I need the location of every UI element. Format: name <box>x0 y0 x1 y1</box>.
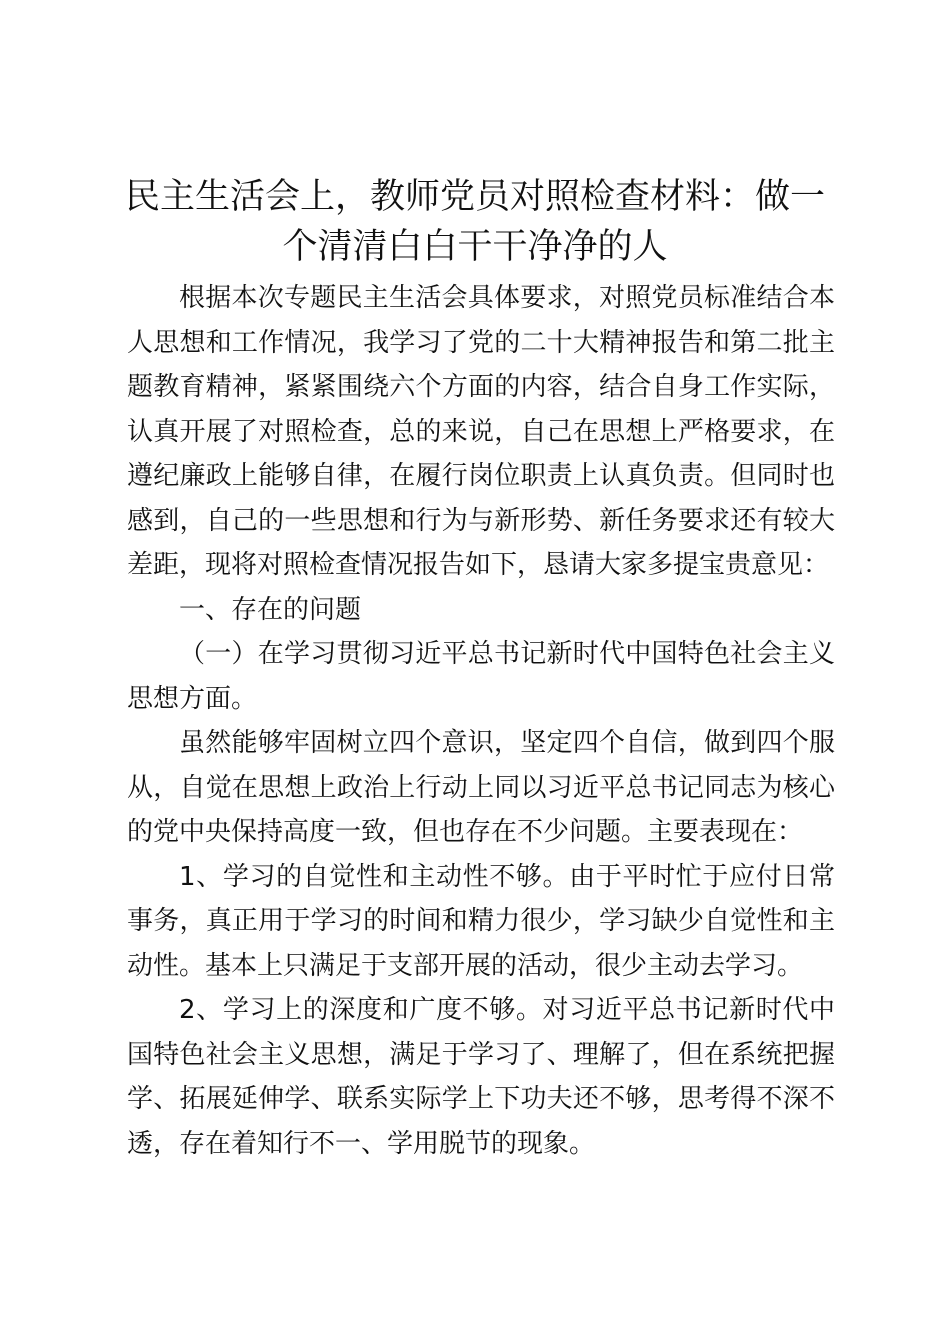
list-item-2: 2、学习上的深度和广度不够。对习近平总书记新时代中国特色社会主义思想，满足于学习了、理解了，但在系统把握学、拓展延伸学、联系实际学上下功夫还不够，思考得不深不透，存在着知行不一、学用脱节的现象。 <box>127 995 835 1159</box>
document-body <box>127 276 835 1166</box>
body-paragraph: 虽然能够牢固树立四个意识，坚定四个自信，做到四个服从，自觉在思想上政治上行动上同以习近平总书记同志为核心的党中央保持高度一致，但也存在不少问题。主要表现在： <box>127 728 835 847</box>
list-item-1: 1、学习的自觉性和主动性不够。由于平时忙于应付日常事务，真正用于学习的时间和精力很少，学习缺少自觉性和主动性。基本上只满足于支部开展的活动，很少主动去学习。 <box>127 861 835 981</box>
title-line-1: 民主生活会上，教师党员对照检查材料：做一 <box>124 177 825 217</box>
section-heading-problems: 一、存在的问题 <box>179 594 362 625</box>
intro-paragraph: 根据本次专题民主生活会具体要求，对照党员标准结合本人思想和工作情况，我学习了党的二十大精神报告和第二批主题教育精神，紧紧围绕六个方面的内容，结合自身工作实际，认真开展了对照检查，总的来说，自己在思想上严格要求，在遵纪廉政上能够自律，在履行岗位职责上认真负责。但同时也感到，自己的一些思想和行为与新形势、新任务要求还有较大差距，现将对照检查情况报告如下，恳请大家多提宝贵意见： <box>127 283 835 580</box>
title-line-2: 个清清白白干干净净的人 <box>282 227 668 267</box>
subsection-heading-1: （一）在学习贯彻习近平总书记新时代中国特色社会主义思想方面。 <box>127 639 835 714</box>
document-title <box>118 172 832 272</box>
